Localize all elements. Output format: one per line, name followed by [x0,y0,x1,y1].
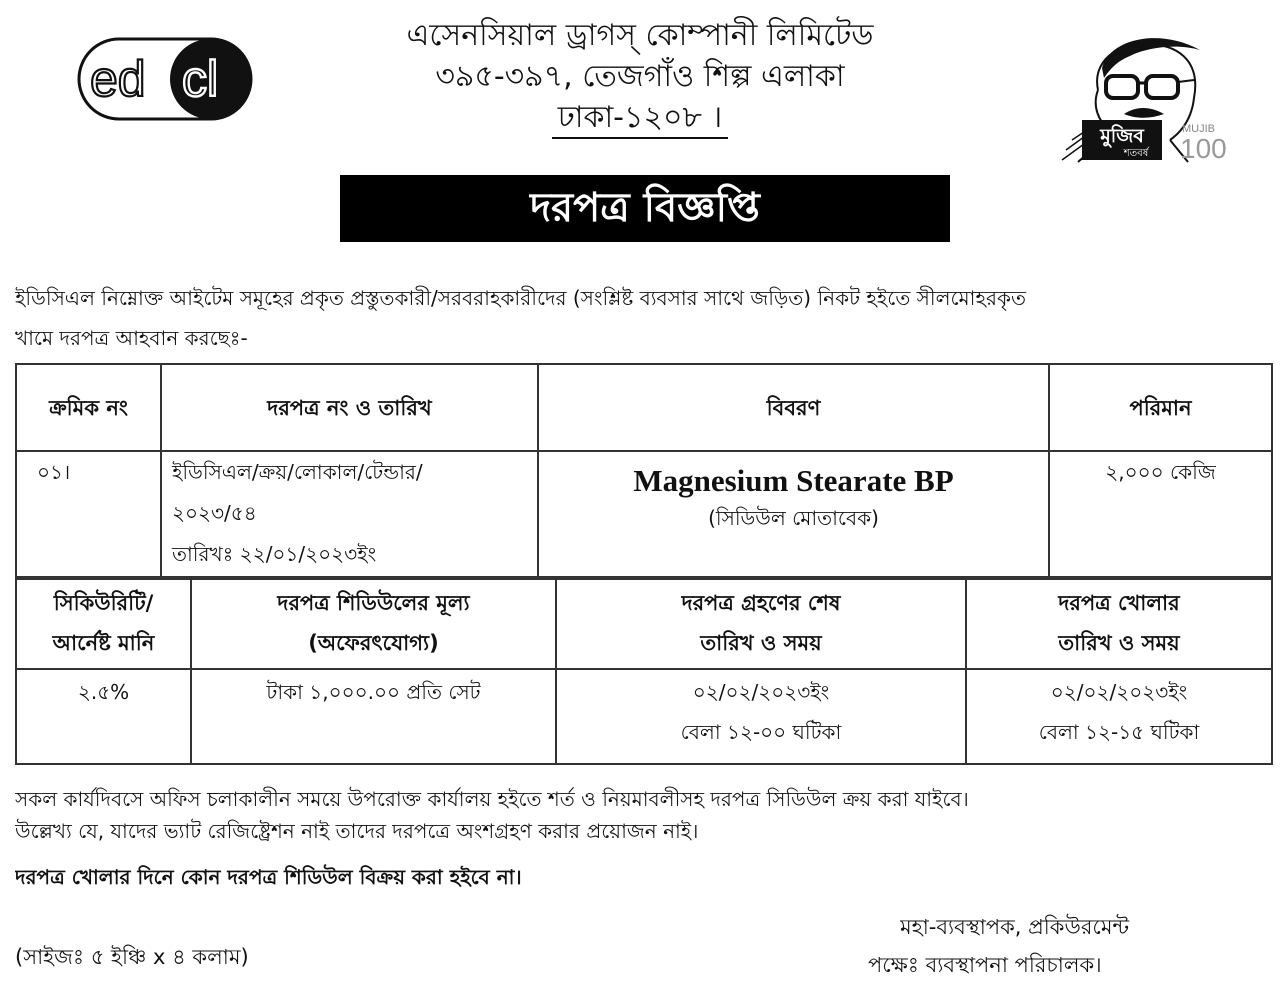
terms-table [15,576,1273,765]
terms-table-header-row [16,577,1272,669]
signatory-behalf: পক্ষেঃ ব্যবস্থাপনা পরিচালক। [868,953,1102,977]
items-table-header-row [16,364,1272,451]
header-opening-time [966,577,1272,669]
tender-date-line: তারিখঃ ২২/০১/২০২৩ইং [172,542,377,566]
header-opening-line-2: তারিখ ও সময় [1058,631,1180,655]
logo-text-right: cl [182,51,219,107]
cell-submission [556,669,966,764]
header-quantity: পরিমান [1049,364,1272,451]
header-submission-line-2: তারিখ ও সময় [700,631,822,655]
submission-date: ০২/০২/২০২৩ইং [692,680,830,704]
emblem-title: মুজিব [1100,125,1144,147]
cell-description [538,451,1049,579]
items-table [15,363,1273,580]
logo-text-left: ed [90,51,146,107]
header-description: বিবরণ [538,364,1049,451]
header-security-line-1: সিকিউরিটি/ [53,591,154,615]
emblem-latin-title: MUJIB [1182,123,1215,135]
footer-note-line-1: সকল কার্যদিবসে অফিস চলাকালীন সময়ে উপরোক্ত কার্যালয় হইতে শর্ত ও নিয়মাবলীসহ দরপত্র সিডিউল ক্রয় করা যাইবে। [15,787,969,811]
header-schedule-price [191,577,556,669]
header-submission-deadline [556,577,966,669]
security-value: ২.৫% [77,680,130,704]
intro-line-2: খামে দরপত্র আহবান করছেঃ- [15,326,248,350]
cell-quantity: ২,০০০ কেজি [1049,451,1272,579]
header-price-line-1: দরপত্র শিডিউলের মূল্য [277,591,470,615]
company-city [290,98,990,144]
footer-note-line-2: উল্লেখ্য যে, যাদের ভ্যাট রেজিষ্ট্রেশন নাই তাদের দরপত্রে অংশগ্রহণ করার প্রয়োজন নাই। [15,819,699,843]
table-row [16,669,1272,764]
schedule-price-value: টাকা ১,০০০.০০ প্রতি সেট [266,680,481,704]
opening-date: ০২/০২/২০২৩ইং [1050,680,1188,704]
header-security-line-2: আর্নেষ্ট মানি [52,631,155,655]
header-opening-line-1: দরপত্র খোলার [1058,591,1180,615]
notice-title: দরপত্র বিজ্ঞপ্তি [340,175,950,242]
header-submission-line-1: দরপত্র গ্রহণের শেষ [681,591,841,615]
emblem-subtitle: শতবর্ষ [1123,148,1149,159]
cell-opening [966,669,1272,764]
cell-security [16,669,191,764]
header-security-money [16,577,191,669]
company-name: এসেনসিয়াল ড্রাগস্ কোম্পানী লিমিটেড [406,18,874,53]
company-address: ৩৯৫-৩৯৭, তেজগাঁও শিল্প এলাকা [435,59,845,94]
header-serial: ক্রমিক নং [16,364,161,451]
cell-tender-no [161,451,538,579]
footer-warning: দরপত্র খোলার দিনে কোন দরপত্র শিডিউল বিক্রয় করা হইবে না। [15,865,522,889]
mujib-centenary-emblem [1032,20,1244,164]
emblem-latin-number: 100 [1180,133,1227,164]
cell-serial: ০১। [16,451,161,579]
opening-time: বেলা ১২-১৫ ঘটিকা [1038,720,1200,744]
edcl-logo-graphic [76,36,254,122]
company-city-text: ঢাকা-১২০৮ । [552,99,728,139]
item-note: (সিডিউল মোতাবেক) [708,506,879,530]
header-price-line-2: (অফেরৎযোগ্য) [308,631,439,655]
intro-line-1: ইডিসিএল নিম্নোক্ত আইটেম সমূহের প্রকৃত প্রস্তুতকারী/সরবরাহকারীদের (সংশ্লিষ্ট ব্যবসার সাথে জড়িত) নিকট হইতে সীলমোহরকৃত [15,286,1026,310]
tender-no-line-2: ২০২৩/৫৪ [172,501,257,525]
table-row [16,451,1272,579]
header-tender-no-date: দরপত্র নং ও তারিখ [161,364,538,451]
portrait-sketch-icon [1032,20,1244,164]
tender-no-line-1: ইডিসিএল/ক্রয়/লোকাল/টেন্ডার/ [172,460,423,484]
submission-time: বেলা ১২-০০ ঘটিকা [680,720,842,744]
signatory-title: মহা-ব্যবস্থাপক, প্রকিউরমেন্ট [900,915,1130,939]
cell-schedule-price [191,669,556,764]
item-name: Magnesium Stearate BP [633,463,954,498]
edcl-logo [76,36,254,122]
ad-size-note: (সাইজঃ ৫ ইঞ্চি x ৪ কলাম) [15,945,249,969]
